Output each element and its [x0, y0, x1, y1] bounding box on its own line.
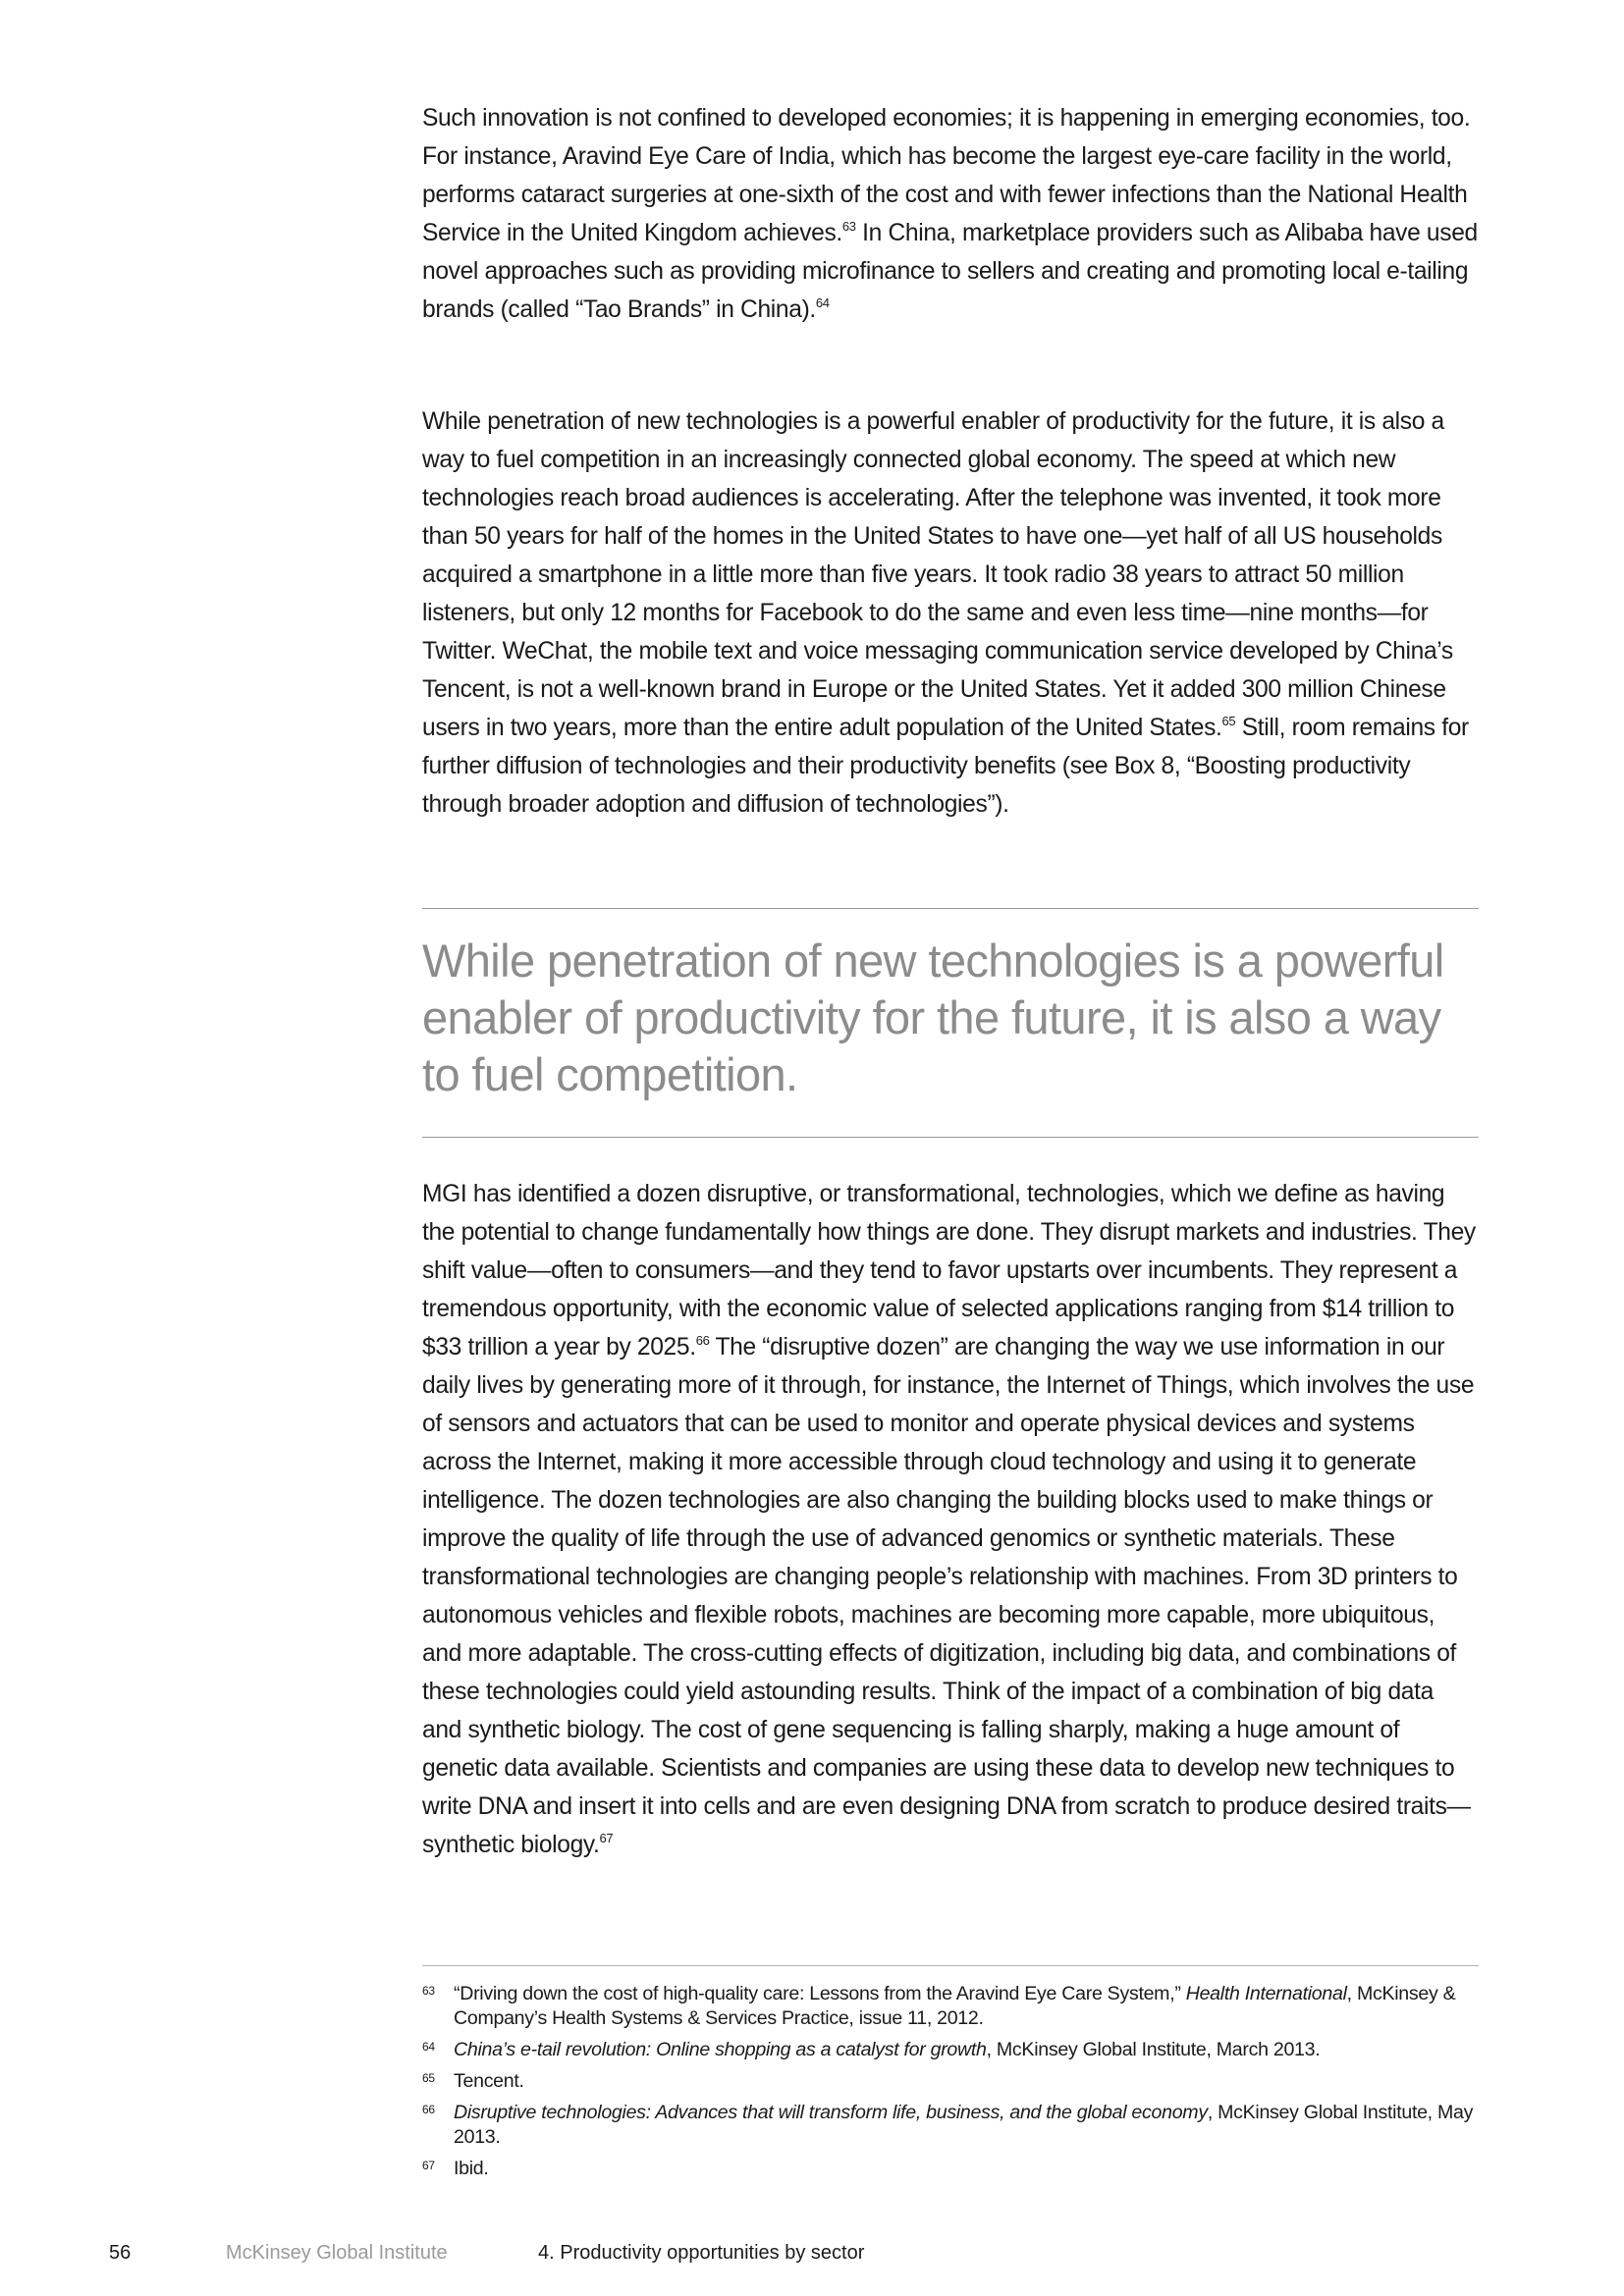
paragraph-text: In China, marketplace providers such as Alibaba have used novel approaches such as providing microfinance to sellers and creating and promoting local e-tailing brands (called “Tao Brands” in China). [422, 220, 1478, 323]
footnote-text: Tencent. [454, 2070, 524, 2092]
footnote-text: China’s e-tail revolution: Online shopping as a catalyst for growth, McKinsey Global Institute, March 2013. [454, 2039, 1321, 2060]
footnote-text: “Driving down the cost of high-quality care: Lessons from the Aravind Eye Care System,” Health International, McKinsey & Company’s Health Systems & Services Practice, issue 11, 2012. [454, 1983, 1456, 2029]
footnotes-list [422, 1982, 1479, 2188]
page-number: 56 [109, 2242, 132, 2264]
footnote-source-title: Disruptive technologies: Advances that will transform life, business, and the global economy [454, 2102, 1208, 2123]
footnote-text: Ibid. [454, 2158, 489, 2179]
footnote-66 [422, 2101, 1479, 2150]
footnote-source-title: Health International [1185, 1983, 1347, 2004]
paragraph-technology-penetration [422, 402, 1479, 824]
footnote-ref-64[interactable]: 64 [815, 294, 830, 310]
footnote-number: 67 [422, 2159, 435, 2172]
footnote-ref-63[interactable]: 63 [841, 218, 856, 234]
footnote-64 [422, 2038, 1479, 2062]
footnote-ref-66[interactable]: 66 [695, 1332, 710, 1348]
footnote-text: Disruptive technologies: Advances that will transform life, business, and the global economy, McKinsey Global Institute, May 2013. [454, 2102, 1474, 2148]
footnote-ref-67[interactable]: 67 [599, 1830, 614, 1845]
footnote-number: 65 [422, 2071, 435, 2085]
footnotes-rule [422, 1965, 1479, 1966]
section-title: 4. Productivity opportunities by sector [538, 2242, 865, 2264]
footnote-number: 66 [422, 2103, 435, 2116]
paragraph-text: Such innovation is not confined to developed economies; it is happening in emerging economies, too. For instance, Aravind Eye Care of India, which has become the largest eye-care facility in the world, performs cataract surgeries at one-sixth of the cost and with fewer infections than the National Health Service in the United Kingdom achieves. [422, 105, 1471, 246]
paragraph-emerging-economies [422, 99, 1479, 329]
paragraph-text: MGI has identified a dozen disruptive, or transformational, technologies, which we define as having the potential to change fundamentally how things are done. They disrupt markets and industries. They shift value—often to consumers—and they tend to favor upstarts over incumbents. They represent a tremendous opportunity, with the economic value of selected applications ranging from $14 trillion to $33 trillion a year by 2025. [422, 1181, 1476, 1361]
footnote-number: 64 [422, 2040, 435, 2054]
footnote-67 [422, 2157, 1479, 2181]
paragraph-text: Still, room remains for further diffusion of technologies and their productivity benefits (see Box 8, “Boosting productivity through broader adoption and diffusion of technologies”). [422, 715, 1469, 818]
paragraph-text: While penetration of new technologies is a powerful enabler of productivity for the future, it is also a way to fuel competition in an increasingly connected global economy. The speed at which new technologies reach broad audiences is accelerating. After the telephone was invented, it took more than 50 years for half of the homes in the United States to have one—yet half of all US households acquired a smartphone in a little more than five years. It took radio 38 years to attract 50 million listeners, but only 12 months for Facebook to do the same and even less time—nine months—for Twitter. WeChat, the mobile text and voice messaging communication service developed by China’s Tencent, is not a well-known brand in Europe or the United States. Yet it added 300 million Chinese users in two years, more than the entire adult population of the United States. [422, 408, 1453, 741]
publisher-name: McKinsey Global Institute [226, 2242, 448, 2264]
footnote-63 [422, 1982, 1479, 2031]
footnote-number: 63 [422, 1984, 435, 1998]
footnote-ref-65[interactable]: 65 [1221, 713, 1236, 728]
pullquote: While penetration of new technologies is a powerful enabler of productivity for the future, it is also a way to fuel competition. [422, 934, 1444, 1100]
pullquote-top-rule [422, 908, 1479, 909]
paragraph-text: The “disruptive dozen” are changing the way we use information in our daily lives by generating more of it through, for instance, the Internet of Things, which involves the use of sensors and actuators that can be used to monitor and operate physical devices and systems across the Internet, making it more accessible through cloud technology and using it to generate intelligence. The dozen technologies are also changing the building blocks used to make things or improve the quality of life through the use of advanced genomics or synthetic materials. These transformational technologies are changing people’s relationship with machines. From 3D printers to autonomous vehicles and flexible robots, machines are becoming more capable, more ubiquitous, and more adaptable. The cross-cutting effects of digitization, including big data, and combinations of these technologies could yield astounding results. Think of the impact of a combination of big data and synthetic biology. The cost of gene sequencing is falling sharply, making a huge amount of genetic data available. Scientists and companies are using these data to develop new techniques to write DNA and insert it into cells and are even designing DNA from scratch to produce desired traits—synthetic biology. [422, 1334, 1475, 1858]
footnote-65 [422, 2069, 1479, 2094]
pullquote-bottom-rule [422, 1137, 1479, 1138]
paragraph-disruptive-technologies [422, 1175, 1479, 1864]
footnote-source-title: China’s e-tail revolution: Online shopping as a catalyst for growth [454, 2039, 987, 2060]
